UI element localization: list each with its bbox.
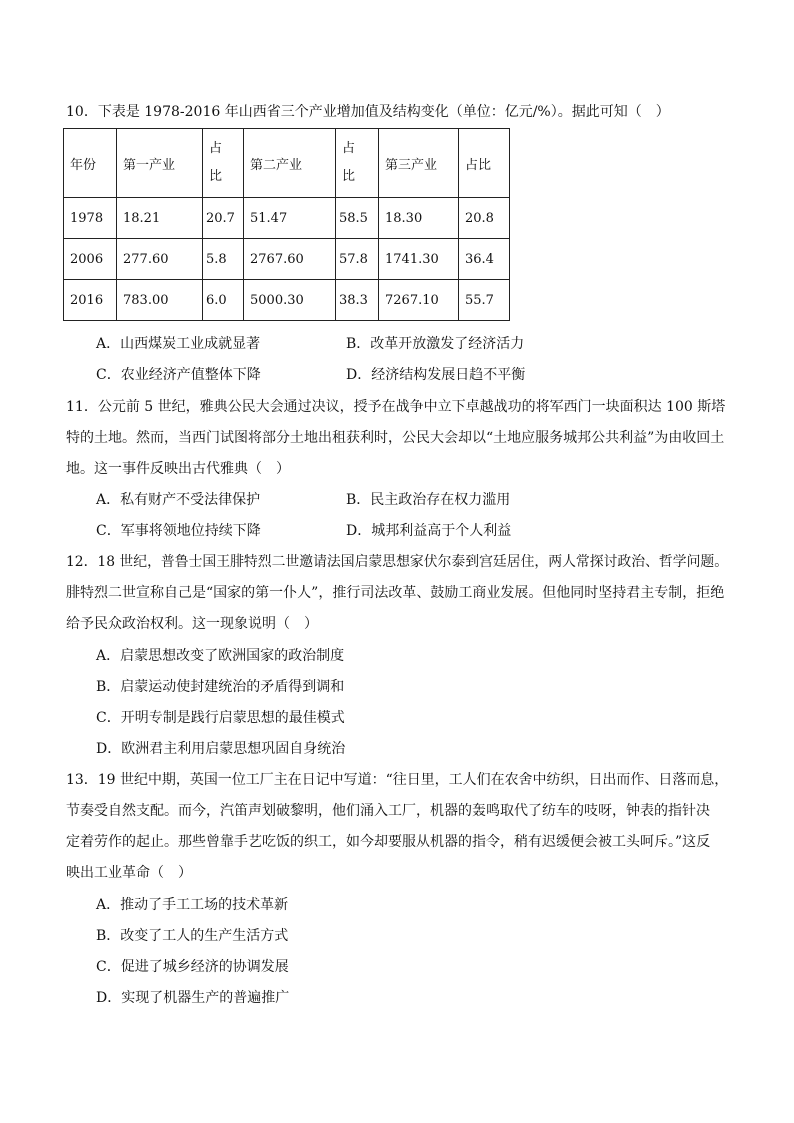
- q10-stem: 10．下表是 1978-2016 年山西省三个产业增加值及结构变化（单位：亿元/%）。据此可知（ ）: [66, 104, 670, 120]
- q12-option-c[interactable]: C．开明专制是践行启蒙思想的最佳模式: [96, 710, 345, 726]
- q12-stem-line: 12．18 世纪，普鲁士国王腓特烈二世邀请法国启蒙思想家伏尔泰到宫廷居住，两人常探讨政治、哲学问题。: [66, 554, 729, 570]
- q13-option-b[interactable]: B．改变了工人的生产生活方式: [96, 928, 289, 944]
- q12-option-a[interactable]: A．启蒙思想改变了欧洲国家的政治制度: [96, 648, 345, 664]
- q12-stem-line: 腓特烈二世宣称自己是“国家的第一仆人”，推行司法改革、鼓励工商业发展。但他同时坚持君主专制，拒绝: [66, 585, 725, 601]
- cell-secondary: 5000.30: [244, 280, 336, 321]
- table-row: [64, 280, 510, 321]
- header-year: 年份: [64, 129, 117, 198]
- q13-stem-line: 节奏受自然支配。而今，汽笛声划破黎明，他们涌入工厂，机器的轰鸣取代了纺车的吱呀，钟表的指针决: [66, 803, 710, 819]
- q11-stem-line: 地。这一事件反映出古代雅典（ ）: [66, 461, 290, 477]
- cell-year: 2016: [64, 280, 117, 321]
- q12-option-d[interactable]: D．欧洲君主利用启蒙思想巩固自身统治: [96, 741, 346, 757]
- cell-tertiary: 18.30: [379, 198, 459, 239]
- header-tertiary-share: 占比: [459, 129, 510, 198]
- q12-option-b[interactable]: B．启蒙运动使封建统治的矛盾得到调和: [96, 679, 345, 695]
- cell-secondary-share: 57.8: [336, 239, 379, 280]
- cell-year: 1978: [64, 198, 117, 239]
- cell-tertiary-share: 20.8: [459, 198, 510, 239]
- header-tertiary: 第三产业: [379, 129, 459, 198]
- q10-option-b[interactable]: B．改革开放激发了经济活力: [346, 336, 525, 352]
- q10-option-a[interactable]: A．山西煤炭工业成就显著: [96, 336, 261, 352]
- q13-stem-line: 映出工业革命（ ）: [66, 865, 192, 881]
- header-secondary: 第二产业: [244, 129, 336, 198]
- cell-year: 2006: [64, 239, 117, 280]
- cell-primary: 277.60: [117, 239, 203, 280]
- q11-option-b[interactable]: B．民主政治存在权力滥用: [346, 492, 511, 508]
- q10-option-c[interactable]: C．农业经济产值整体下降: [96, 367, 261, 383]
- q11-option-c[interactable]: C．军事将领地位持续下降: [96, 523, 261, 539]
- cell-secondary-share: 38.3: [336, 280, 379, 321]
- cell-primary: 783.00: [117, 280, 203, 321]
- q11-option-a[interactable]: A．私有财产不受法律保护: [96, 492, 261, 508]
- cell-secondary: 51.47: [244, 198, 336, 239]
- cell-primary-share: 6.0: [203, 280, 244, 321]
- q11-stem-line: 特的土地。然而，当西门试图将部分土地出租获利时，公民大会却以“土地应服务城邦公共利益”为由收回土: [66, 430, 725, 446]
- header-primary-share: 占比: [203, 129, 244, 198]
- q11-option-d[interactable]: D．城邦利益高于个人利益: [346, 523, 512, 539]
- table-header-row: [64, 129, 510, 198]
- header-secondary-share: 占比: [336, 129, 379, 198]
- cell-tertiary: 1741.30: [379, 239, 459, 280]
- q10-data-table: [63, 128, 510, 321]
- cell-tertiary-share: 55.7: [459, 280, 510, 321]
- table-row: [64, 198, 510, 239]
- cell-primary-share: 5.8: [203, 239, 244, 280]
- header-primary: 第一产业: [117, 129, 203, 198]
- q13-stem-line: 13．19 世纪中期，英国一位工厂主在日记中写道：“往日里，工人们在农舍中纺织，日出而作、日落而息，: [66, 772, 729, 788]
- cell-tertiary: 7267.10: [379, 280, 459, 321]
- cell-tertiary-share: 36.4: [459, 239, 510, 280]
- table-row: [64, 239, 510, 280]
- cell-primary: 18.21: [117, 198, 203, 239]
- q13-stem-line: 定着劳作的起止。那些曾靠手艺吃饭的织工，如今却要服从机器的指令，稍有迟缓便会被工头呵斥。”这反: [66, 834, 711, 850]
- cell-primary-share: 20.7: [203, 198, 244, 239]
- q11-stem-line: 11．公元前 5 世纪，雅典公民大会通过决议，授予在战争中立下卓越战功的将军西门一块面积达 100 斯塔: [66, 399, 726, 415]
- q12-stem-line: 给予民众政治权利。这一现象说明（ ）: [66, 616, 318, 632]
- q10-option-d[interactable]: D．经济结构发展日趋不平衡: [346, 367, 526, 383]
- q13-option-c[interactable]: C．促进了城乡经济的协调发展: [96, 959, 289, 975]
- cell-secondary-share: 58.5: [336, 198, 379, 239]
- q13-option-a[interactable]: A．推动了手工工场的技术革新: [96, 897, 289, 913]
- cell-secondary: 2767.60: [244, 239, 336, 280]
- q13-option-d[interactable]: D．实现了机器生产的普遍推广: [96, 990, 290, 1006]
